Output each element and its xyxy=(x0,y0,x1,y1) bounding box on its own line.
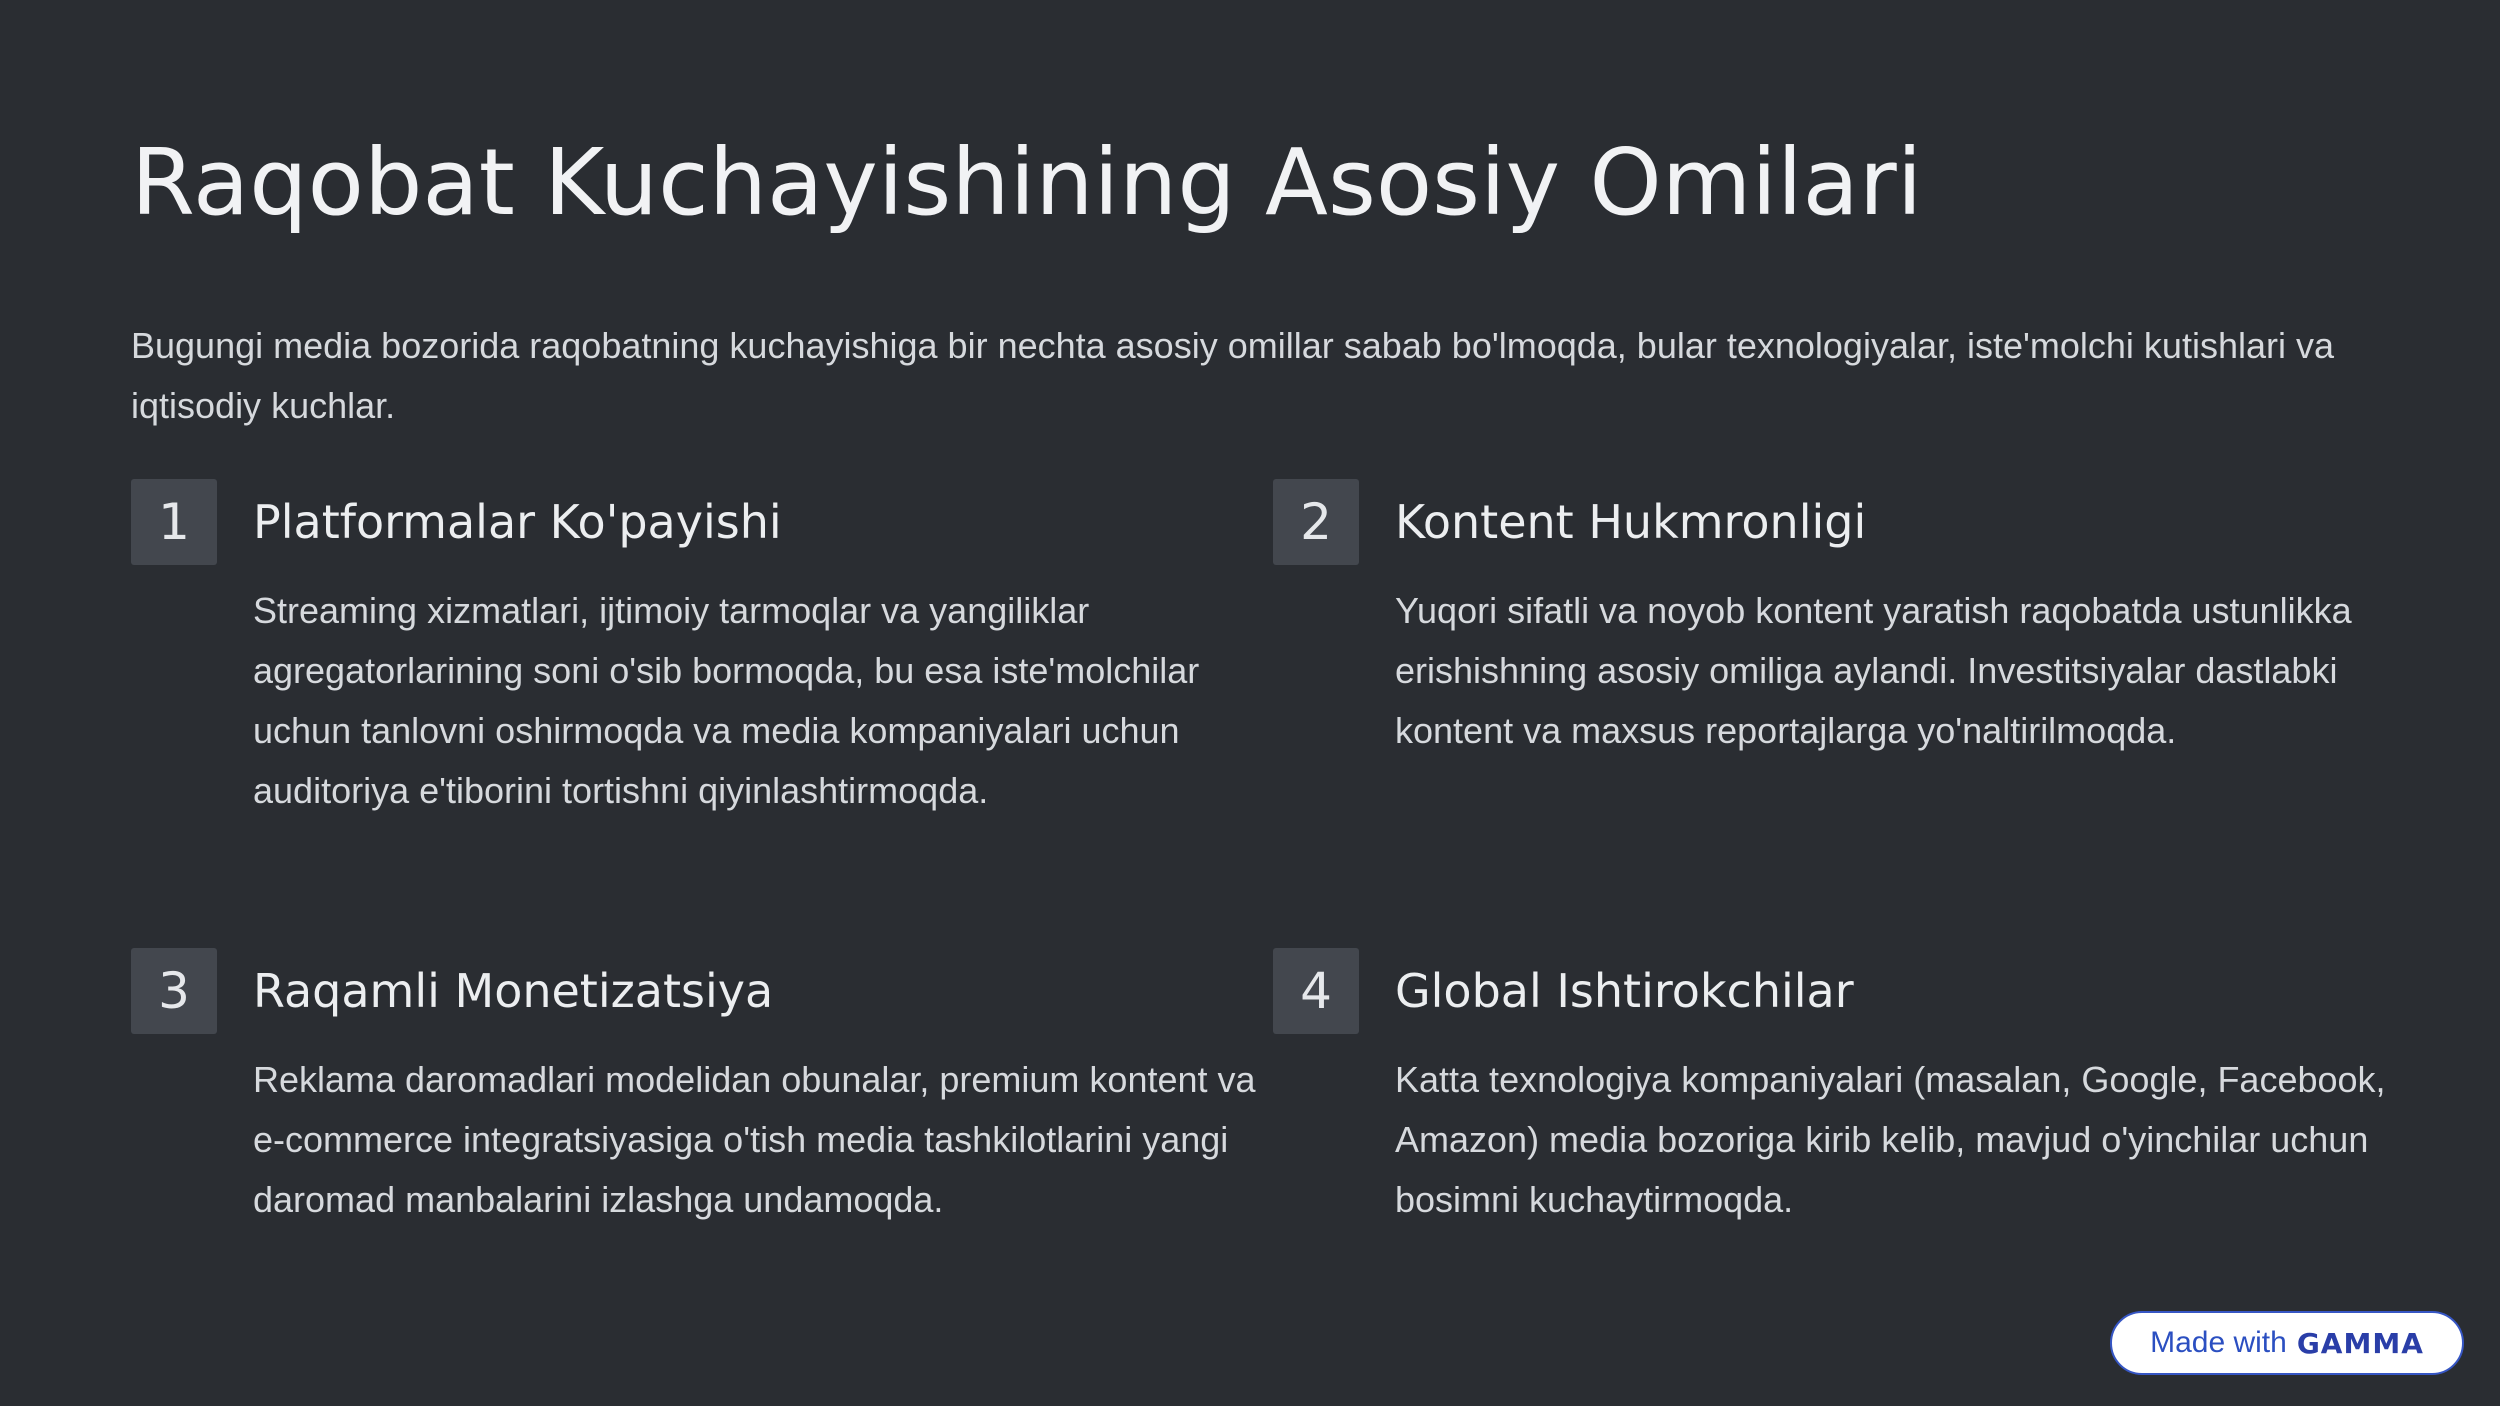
factor-number-badge: 2 xyxy=(1273,479,1359,565)
factor-description: Reklama daromadlari modelidan obunalar, premium kontent va e-commerce integratsiyasiga o'tish media tashkilotlarini yangi daromad manbalarini izlashga undamoqda. xyxy=(253,1059,1256,1220)
factor-description: Yuqori sifatli va noyob kontent yaratish raqobatda ustunlikka erishishning asosiy omiliga aylandi. Investitsiyalar dastlabki kontent va maxsus reportajlarga yo'naltirilmoqda. xyxy=(1395,590,2352,751)
factor-number-badge: 4 xyxy=(1273,948,1359,1034)
factor-number-badge: 1 xyxy=(131,479,217,565)
factor-title: Platformalar Ko'payishi xyxy=(253,495,782,549)
slide-title: Raqobat Kuchayishining Asosiy Omilari xyxy=(131,129,1923,236)
factor-description: Streaming xizmatlari, ijtimoiy tarmoqlar va yangiliklar agregatorlarining soni o'sib bormoqda, bu esa iste'molchilar uchun tanlovni oshirmoqda va media kompaniyalari uchun auditoriya e'tiborini tortishni qiyinlashtirmoqda. xyxy=(253,590,1200,811)
factor-description: Katta texnologiya kompaniyalari (masalan, Google, Facebook, Amazon) media bozoriga kirib kelib, mavjud o'yinchilar uchun bosimni kuchaytirmoqda. xyxy=(1395,1059,2386,1220)
badge-prefix: Made with xyxy=(2150,1326,2287,1359)
slide-intro: Bugungi media bozorida raqobatning kuchayishiga bir nechta asosiy omillar sabab bo'lmoqda, bular texnologiyalar, iste'molchi kutishlari va iqtisodiy kuchlar. xyxy=(131,325,2334,426)
factor-title: Global Ishtirokchilar xyxy=(1395,964,1854,1018)
factor-title: Kontent Hukmronligi xyxy=(1395,495,1867,549)
made-with-gamma-badge[interactable] xyxy=(2110,1311,2464,1375)
factor-title: Raqamli Monetizatsiya xyxy=(253,964,774,1018)
factor-number-badge: 3 xyxy=(131,948,217,1034)
gamma-logo: GAMMA xyxy=(2296,1326,2424,1360)
